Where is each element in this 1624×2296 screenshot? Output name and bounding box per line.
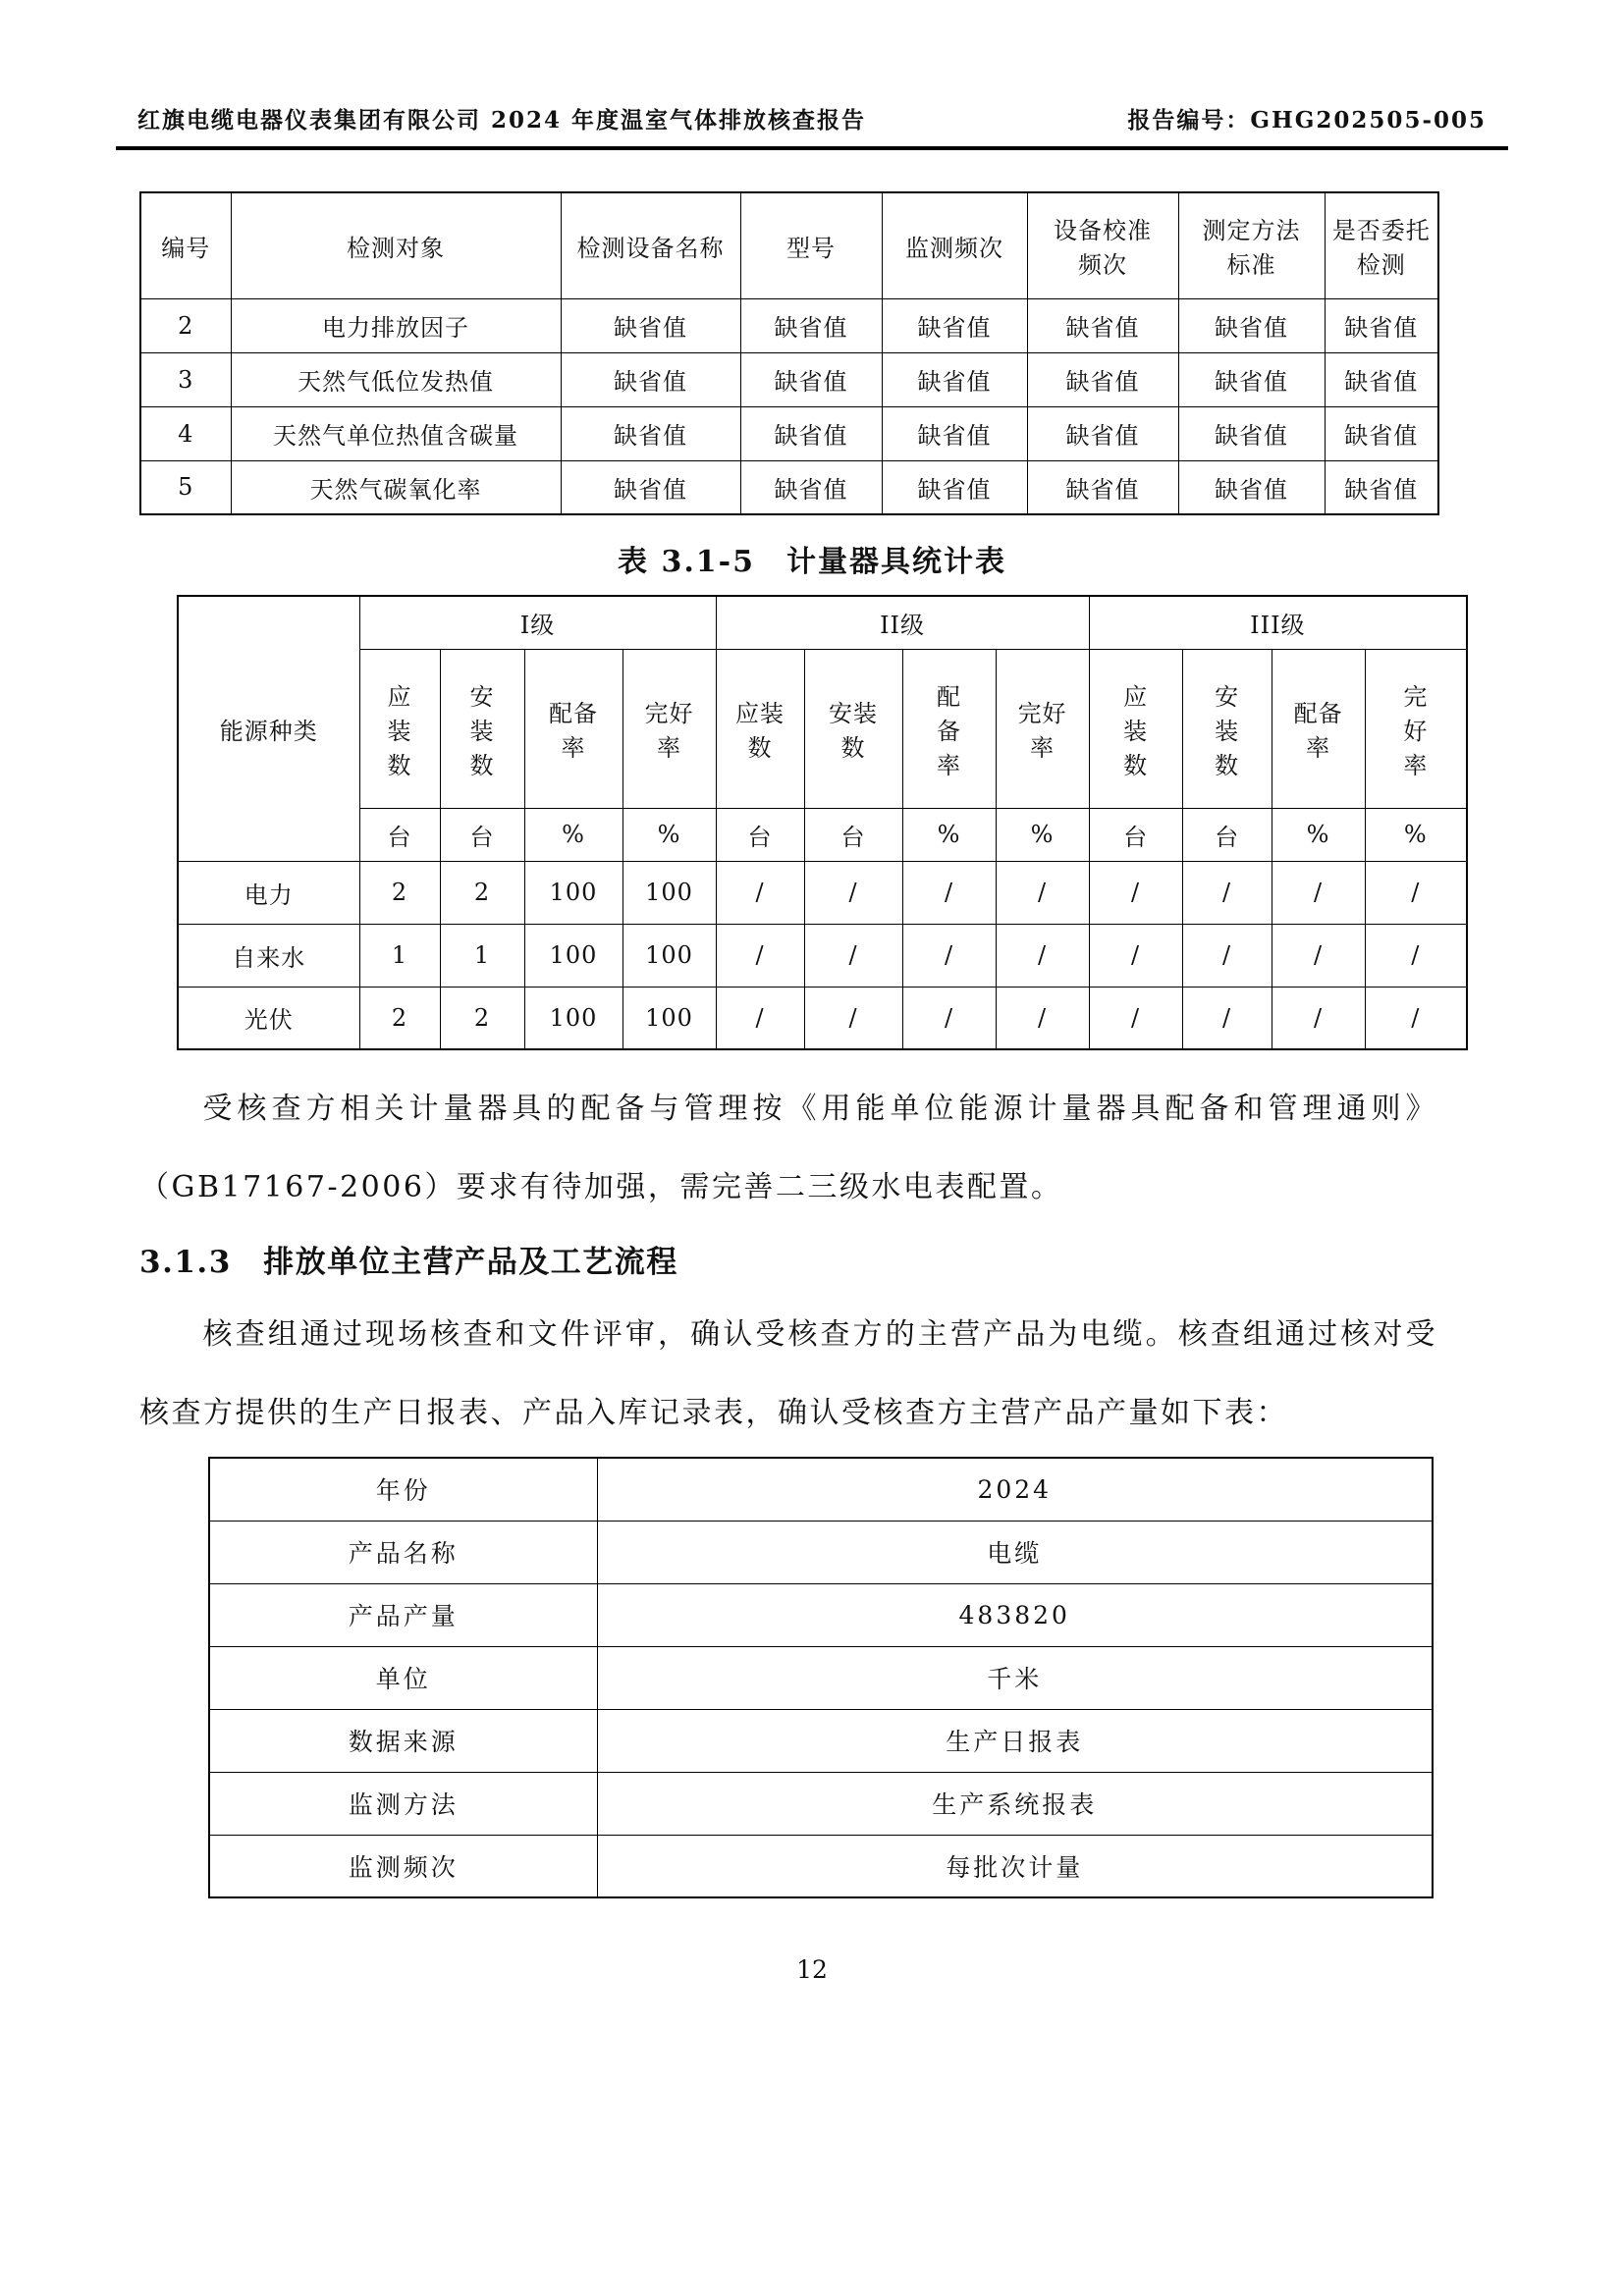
- table-cell: /: [902, 924, 996, 987]
- table-header-row: [140, 192, 1438, 298]
- table-cell: /: [1272, 987, 1365, 1049]
- column-header: 设备校准 频次: [1027, 192, 1178, 298]
- table-cell: 100: [623, 861, 716, 924]
- table-cell: /: [902, 987, 996, 1049]
- table-row: [209, 1458, 1433, 1521]
- header-report-title: 红旗电缆电器仪表集团有限公司 2024 年度温室气体排放核查报告: [137, 107, 867, 133]
- table-cell: 监测方法: [209, 1772, 597, 1835]
- monitoring-equipment-table: [139, 191, 1439, 515]
- column-header: 是否委托 检测: [1325, 192, 1438, 298]
- unit-cell: %: [1365, 808, 1467, 861]
- table-cell: 天然气单位热值含碳量: [231, 406, 561, 460]
- table-cell: /: [804, 861, 902, 924]
- table-row: [140, 460, 1438, 514]
- table-cell: /: [996, 861, 1089, 924]
- paragraph-metering-compliance: 受核查方相关计量器具的配备与管理按《用能单位能源计量器具配备和管理通则》（GB17167-2006）要求有待加强，需完善二三级水电表配置。: [139, 1092, 1437, 1204]
- column-group-level-2: II级: [716, 596, 1089, 649]
- column-header: 应 装 数: [359, 649, 440, 808]
- column-header: 监测频次: [882, 192, 1027, 298]
- table-cell: 产品产量: [209, 1583, 597, 1646]
- table-cell: 483820: [597, 1583, 1433, 1646]
- column-header: 配 备 率: [902, 649, 996, 808]
- table-cell: /: [804, 924, 902, 987]
- table-cell: 100: [524, 924, 623, 987]
- table-cell: 年份: [209, 1458, 597, 1521]
- table-units-row: [178, 808, 1467, 861]
- table-row: [178, 861, 1467, 924]
- table-row: [178, 924, 1467, 987]
- table-row: [209, 1709, 1433, 1772]
- table-row: [178, 987, 1467, 1049]
- table-cell: /: [804, 987, 902, 1049]
- unit-cell: %: [996, 808, 1089, 861]
- table-cell: 2: [140, 298, 231, 352]
- table-cell: 缺省值: [561, 406, 740, 460]
- page-header: [116, 0, 1508, 150]
- table-cell: /: [1182, 987, 1272, 1049]
- table-cell: 缺省值: [1178, 460, 1325, 514]
- table-cell: /: [996, 924, 1089, 987]
- table-cell: 2: [359, 861, 440, 924]
- table-cell: 天然气碳氧化率: [231, 460, 561, 514]
- table-cell: 2: [440, 861, 524, 924]
- table-cell: 每批次计量: [597, 1835, 1433, 1897]
- table-cell: /: [1182, 861, 1272, 924]
- column-header: 应装 数: [716, 649, 804, 808]
- unit-cell: 台: [440, 808, 524, 861]
- table-cell: 单位: [209, 1646, 597, 1709]
- table-cell: 缺省值: [882, 460, 1027, 514]
- table-cell: 缺省值: [1178, 406, 1325, 460]
- unit-cell: 台: [804, 808, 902, 861]
- column-header: 测定方法 标准: [1178, 192, 1325, 298]
- table-cell: 产品名称: [209, 1521, 597, 1583]
- table-cell: 缺省值: [1178, 298, 1325, 352]
- table-row: [209, 1646, 1433, 1709]
- column-header: 配备 率: [524, 649, 623, 808]
- table-cell: /: [902, 861, 996, 924]
- table-cell: /: [1182, 924, 1272, 987]
- table-cell: 2: [440, 987, 524, 1049]
- table-cell: 100: [524, 861, 623, 924]
- table-row: [140, 352, 1438, 406]
- unit-cell: 台: [1182, 808, 1272, 861]
- column-group-level-3: III级: [1089, 596, 1467, 649]
- table-cell: 缺省值: [561, 460, 740, 514]
- table-header-row: [178, 596, 1467, 649]
- table-cell: 缺省值: [1325, 406, 1438, 460]
- table-3-1-5-title: 表 3.1-5 计量器具统计表: [618, 545, 1006, 579]
- table-cell: 缺省值: [1027, 406, 1178, 460]
- table-cell: /: [1365, 987, 1467, 1049]
- section-heading-3-1-3: 3.1.3 排放单位主营产品及工艺流程: [139, 1245, 678, 1280]
- table-cell: /: [716, 924, 804, 987]
- table-cell: 电缆: [597, 1521, 1433, 1583]
- table-cell: 5: [140, 460, 231, 514]
- table-cell: 缺省值: [1027, 298, 1178, 352]
- table-row: [140, 406, 1438, 460]
- unit-cell: 台: [359, 808, 440, 861]
- table-cell: 缺省值: [740, 406, 882, 460]
- paragraph-main-products: 核查组通过现场核查和文件评审，确认受核查方的主营产品为电缆。核查组通过核对受核查方提供的生产日报表、产品入库记录表，确认受核查方主营产品产量如下表：: [139, 1317, 1437, 1430]
- column-group-level-1: I级: [359, 596, 716, 649]
- measuring-instruments-table: [177, 595, 1468, 1050]
- column-header: 安装 数: [804, 649, 902, 808]
- table-row: [209, 1772, 1433, 1835]
- table-cell: 数据来源: [209, 1709, 597, 1772]
- table-cell: /: [1365, 861, 1467, 924]
- column-header: 应 装 数: [1089, 649, 1182, 808]
- table-row: [140, 298, 1438, 352]
- column-header: 检测设备名称: [561, 192, 740, 298]
- table-subheader-row: [178, 649, 1467, 808]
- table-cell: 100: [623, 924, 716, 987]
- table-cell: 电力排放因子: [231, 298, 561, 352]
- table-row: [209, 1583, 1433, 1646]
- unit-cell: %: [623, 808, 716, 861]
- column-header: 安 装 数: [440, 649, 524, 808]
- table-cell: /: [1089, 861, 1182, 924]
- table-cell: 100: [524, 987, 623, 1049]
- table-cell: 缺省值: [1325, 298, 1438, 352]
- table-cell: /: [1272, 861, 1365, 924]
- unit-cell: %: [902, 808, 996, 861]
- table-cell: 缺省值: [1027, 460, 1178, 514]
- column-header: 配备 率: [1272, 649, 1365, 808]
- table-cell: 100: [623, 987, 716, 1049]
- column-header-energy-type: 能源种类: [178, 596, 359, 861]
- table-cell: 监测频次: [209, 1835, 597, 1897]
- table-cell: /: [996, 987, 1089, 1049]
- table-cell: 缺省值: [740, 460, 882, 514]
- table-cell: 自来水: [178, 924, 359, 987]
- table-cell: /: [1272, 924, 1365, 987]
- table-cell: 千米: [597, 1646, 1433, 1709]
- unit-cell: 台: [716, 808, 804, 861]
- table-cell: /: [1089, 987, 1182, 1049]
- table-cell: 生产系统报表: [597, 1772, 1433, 1835]
- table-cell: 缺省值: [561, 352, 740, 406]
- table-cell: 缺省值: [561, 298, 740, 352]
- unit-cell: %: [1272, 808, 1365, 861]
- table-cell: 缺省值: [882, 352, 1027, 406]
- column-header: 编号: [140, 192, 231, 298]
- table-cell: 电力: [178, 861, 359, 924]
- header-report-number: 报告编号：GHG202505-005: [1127, 107, 1487, 133]
- column-header: 型号: [740, 192, 882, 298]
- table-cell: 缺省值: [1325, 460, 1438, 514]
- unit-cell: %: [524, 808, 623, 861]
- table-cell: /: [1365, 924, 1467, 987]
- product-output-table: [208, 1457, 1434, 1898]
- table-cell: 天然气低位发热值: [231, 352, 561, 406]
- column-header: 安 装 数: [1182, 649, 1272, 808]
- table-cell: 缺省值: [740, 298, 882, 352]
- table-cell: /: [716, 987, 804, 1049]
- table-cell: 1: [440, 924, 524, 987]
- table-cell: 生产日报表: [597, 1709, 1433, 1772]
- table-cell: 缺省值: [882, 298, 1027, 352]
- table-cell: 光伏: [178, 987, 359, 1049]
- table-row: [209, 1521, 1433, 1583]
- table-row: [209, 1835, 1433, 1897]
- table-cell: 2: [359, 987, 440, 1049]
- table-cell: 3: [140, 352, 231, 406]
- table-cell: /: [716, 861, 804, 924]
- column-header: 完好 率: [623, 649, 716, 808]
- unit-cell: 台: [1089, 808, 1182, 861]
- table-cell: 2024: [597, 1458, 1433, 1521]
- column-header: 完好 率: [996, 649, 1089, 808]
- table-cell: 缺省值: [1027, 352, 1178, 406]
- table-cell: /: [1089, 924, 1182, 987]
- table-cell: 4: [140, 406, 231, 460]
- table-cell: 缺省值: [1325, 352, 1438, 406]
- table-cell: 缺省值: [740, 352, 882, 406]
- page-number: 12: [796, 1955, 828, 1984]
- table-cell: 缺省值: [1178, 352, 1325, 406]
- column-header: 完 好 率: [1365, 649, 1467, 808]
- column-header: 检测对象: [231, 192, 561, 298]
- table-cell: 1: [359, 924, 440, 987]
- table-cell: 缺省值: [882, 406, 1027, 460]
